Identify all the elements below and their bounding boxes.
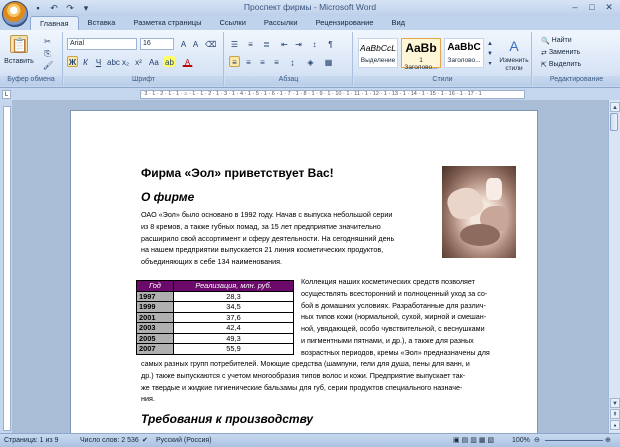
strikethrough-icon[interactable]: abc — [107, 58, 120, 67]
borders-icon[interactable]: ▦ — [324, 58, 333, 67]
zoom-level[interactable]: 100% — [512, 437, 530, 444]
clear-format-icon[interactable]: ⌫ — [205, 40, 217, 49]
zoom-out-icon[interactable]: ⊖ — [534, 437, 540, 444]
align-left-icon[interactable]: ≡ — [229, 56, 240, 67]
word-count[interactable]: Число слов: 2 536 — [80, 437, 139, 444]
table-row — [137, 344, 294, 355]
change-styles-icon[interactable]: A — [509, 38, 519, 54]
text-line: же твердые и жидкие гигиенические бальзамы для губ, серии продуктов специального назначе- — [141, 382, 463, 392]
style-sample: AaBbC — [447, 42, 481, 53]
section-title-about: О фирме — [141, 190, 195, 204]
subscript-icon[interactable]: x₂ — [121, 58, 130, 67]
tab-review[interactable]: Рецензирование — [315, 18, 374, 27]
bold-icon[interactable]: Ж — [68, 58, 77, 67]
style-emphasis[interactable] — [358, 38, 398, 68]
multilevel-list-icon[interactable]: ≣ — [263, 40, 270, 49]
find-button[interactable] — [541, 35, 572, 46]
value-cell: 49,3 — [174, 333, 294, 344]
sales-table — [136, 280, 294, 355]
browse-object-icon[interactable]: ● — [610, 420, 620, 430]
replace-icon: ⇄ — [541, 49, 547, 57]
text-line: ния. — [141, 394, 155, 404]
text-line: возрастных периодов, кремы «Эол» предназначены для — [301, 347, 490, 357]
format-painter-icon[interactable]: 🖌 — [43, 61, 54, 70]
minimize-button[interactable]: – — [572, 2, 578, 12]
styles-group — [354, 32, 532, 86]
zoom-in-icon[interactable]: ⊕ — [605, 437, 611, 444]
increase-indent-icon[interactable]: ⇥ — [295, 40, 302, 49]
decrease-indent-icon[interactable]: ⇤ — [281, 40, 288, 49]
text-line: Коллекция наших косметических средств позволяет — [301, 277, 475, 286]
status-bar — [0, 433, 620, 447]
styles-group-label: Стили — [354, 76, 531, 86]
scroll-thumb[interactable] — [610, 113, 618, 131]
tab-mailings[interactable]: Рассылки — [263, 18, 298, 27]
quick-access-toolbar — [32, 2, 92, 14]
replace-label: Заменить — [548, 49, 581, 56]
change-case-icon[interactable]: Aa — [149, 58, 159, 67]
table-row — [137, 291, 294, 302]
text-line: осуществлять всесторонний и полноценный уход за со- — [301, 288, 488, 298]
document-canvas — [12, 100, 608, 433]
font-group — [64, 32, 224, 86]
value-cell: 37,6 — [174, 312, 294, 323]
replace-button[interactable] — [541, 47, 580, 58]
scroll-up-icon[interactable]: ▲ — [610, 102, 620, 112]
font-name-combo[interactable]: Arial — [67, 38, 137, 50]
year-cell: 2007 — [137, 344, 174, 355]
paragraph-about — [141, 209, 436, 268]
text-line: расширило свой ассортимент и сферу деятельности. На сегодняшний день — [141, 233, 395, 243]
document-page[interactable] — [70, 110, 538, 433]
table-row — [137, 302, 294, 313]
select-button[interactable] — [541, 59, 581, 70]
tab-page-layout[interactable]: Разметка страницы — [133, 18, 202, 27]
paragraph-group-label: Абзац — [225, 76, 352, 86]
tab-selector-icon[interactable]: L — [2, 90, 11, 99]
cut-icon[interactable]: ✂ — [44, 37, 51, 46]
maximize-button[interactable]: □ — [589, 2, 595, 12]
table-header-row — [137, 281, 294, 292]
ribbon-tabs — [0, 16, 620, 30]
clipboard-group — [0, 32, 63, 86]
header-sales: Реализация, млн. руб. — [174, 281, 294, 292]
text-line: ных типов кожи (нормальной, сухой, жирной и смешан- — [301, 312, 487, 322]
year-cell: 1997 — [137, 291, 174, 302]
product-photo — [442, 166, 516, 258]
style-heading2[interactable] — [444, 38, 484, 68]
sort-icon[interactable]: ↕ — [312, 40, 317, 49]
close-button[interactable]: ✕ — [605, 2, 613, 12]
value-cell: 34,5 — [174, 302, 294, 313]
title-bar — [0, 0, 620, 16]
italic-icon[interactable]: К — [83, 58, 88, 67]
customize-qat-icon[interactable]: ▾ — [83, 2, 89, 13]
undo-icon[interactable]: ↶ — [50, 2, 58, 13]
text-line: и пигментными пятнами, и др.), а также для разных — [301, 335, 474, 345]
value-cell: 42,4 — [174, 323, 294, 334]
horizontal-ruler[interactable]: · 3 · 1 · 2 · 1 · 1 · ⌂ · 1 · 1 · 2 · 1 · 3 · 1 · 4 · 1 · 5 · 1 · 6 · 1 · 7 · 1 · 8 · 1 · 9 · 1 · 10 · 1 · 11 · 1 · 12 · 1 · 13 · 1 · 14 · 1 · 15 · 1 · 16 · 1 · 17 · 1 — [140, 90, 525, 99]
line-spacing-icon[interactable]: ↨ — [290, 58, 295, 67]
font-color-icon[interactable]: A — [182, 56, 193, 67]
change-styles-button[interactable]: Изменить стили — [499, 57, 529, 72]
numbering-icon[interactable]: ≡ — [248, 40, 253, 49]
paragraph-group — [225, 32, 353, 86]
style-sample: AaBb — [405, 41, 437, 55]
tab-insert[interactable]: Вставка — [87, 18, 116, 27]
font-size-combo[interactable]: 16 — [140, 38, 174, 50]
value-cell: 55,9 — [174, 344, 294, 355]
zoom-slider[interactable] — [545, 440, 603, 441]
value-cell: 28,3 — [174, 291, 294, 302]
clipboard-group-label: Буфер обмена — [0, 76, 62, 86]
shrink-font-icon[interactable]: A — [192, 40, 199, 49]
style-sample: AaBbCcL — [360, 43, 396, 53]
font-group-label: Шрифт — [64, 76, 223, 86]
find-label: Найти — [551, 37, 572, 44]
view-buttons-icon[interactable]: ▣▤▥▦▧ — [453, 437, 497, 444]
select-icon: ⇱ — [541, 61, 547, 69]
text-line: др.) также выпускаются с учетом многообразия типов волос и кожи. Предприятие выпускает так- — [141, 370, 466, 380]
proofing-icon[interactable]: ✔ — [142, 437, 148, 444]
header-year: Год — [137, 281, 174, 292]
show-marks-icon[interactable]: ¶ — [328, 40, 333, 49]
table-row — [137, 333, 294, 344]
scroll-down-icon[interactable]: ▼ — [610, 398, 620, 408]
editing-group-label: Редактирование — [533, 76, 620, 86]
doc-heading: Фирма «Эол» приветствует Вас! — [141, 166, 334, 180]
paragraph-collection-full — [141, 358, 526, 405]
year-cell: 2005 — [137, 333, 174, 344]
year-cell: 2003 — [137, 323, 174, 334]
vertical-scrollbar[interactable] — [608, 100, 620, 433]
superscript-icon[interactable]: x² — [135, 58, 142, 67]
grow-font-icon[interactable]: A — [180, 40, 187, 49]
office-button[interactable] — [2, 1, 28, 27]
styles-scroll-icon[interactable]: ▲ ▼ ▾ — [487, 41, 493, 67]
window-controls — [568, 1, 616, 13]
page-indicator[interactable]: Страница: 1 из 9 — [4, 437, 59, 444]
tab-view[interactable]: Вид — [391, 18, 406, 27]
save-icon[interactable]: ▪ — [36, 2, 40, 13]
style-heading1[interactable] — [401, 38, 441, 71]
style-name: 1 Заголово... — [404, 57, 438, 71]
text-line: бой в домашних условиях. Разработанные для различ- — [301, 300, 486, 310]
paste-icon[interactable]: 📋 — [11, 37, 29, 53]
highlight-icon[interactable]: ab — [165, 58, 174, 67]
window-title: Проспект фирмы - Microsoft Word — [243, 2, 377, 12]
language-indicator[interactable]: Русский (Россия) — [156, 437, 212, 444]
text-line: самых разных групп потребителей. Моющие средства (шампуни, гели для душа, пены для ванн, и — [141, 359, 470, 368]
shading-icon[interactable]: ◈ — [307, 58, 314, 67]
paragraph-collection-side — [301, 276, 533, 359]
text-line: объединяющих в себе 134 наименования. — [141, 257, 283, 267]
text-line: на нашем предприятии выпускается 21 линия косметических продуктов, — [141, 245, 384, 255]
find-icon: 🔍 — [541, 37, 550, 45]
year-cell: 2001 — [137, 312, 174, 323]
tab-home[interactable]: Главная — [30, 16, 79, 30]
text-line: ной, увядающей, особо чувствительной, с веснушками — [301, 324, 485, 334]
tab-references[interactable]: Ссылки — [219, 18, 246, 27]
align-center-icon[interactable]: ≡ — [246, 58, 251, 67]
style-name: Выделение — [360, 57, 396, 64]
redo-icon[interactable]: ↷ — [66, 2, 74, 13]
previous-page-icon[interactable]: ⇞ — [610, 409, 620, 419]
bullets-icon[interactable]: ☰ — [230, 40, 239, 49]
text-line: ОАО «Эол» было основано в 1992 году. Начав с выпуска небольшой серии — [141, 210, 393, 219]
vertical-ruler[interactable] — [3, 106, 11, 431]
table-row — [137, 312, 294, 323]
year-cell: 1999 — [137, 302, 174, 313]
style-name: Заголово... — [447, 57, 481, 64]
ribbon — [0, 30, 620, 88]
align-right-icon[interactable]: ≡ — [260, 58, 265, 67]
underline-icon[interactable]: Ч — [95, 58, 102, 67]
editing-group — [533, 32, 620, 86]
paste-button[interactable]: Вставить — [4, 57, 34, 65]
text-line: из 8 кремов, а также губных помад, за 15 лет предприятие значительно — [141, 221, 381, 231]
justify-icon[interactable]: ≡ — [274, 58, 279, 67]
section-title-requirements: Требования к производству — [141, 412, 314, 426]
copy-icon[interactable]: ⎘ — [44, 49, 51, 58]
table-row — [137, 323, 294, 334]
select-label: Выделить — [548, 61, 582, 68]
